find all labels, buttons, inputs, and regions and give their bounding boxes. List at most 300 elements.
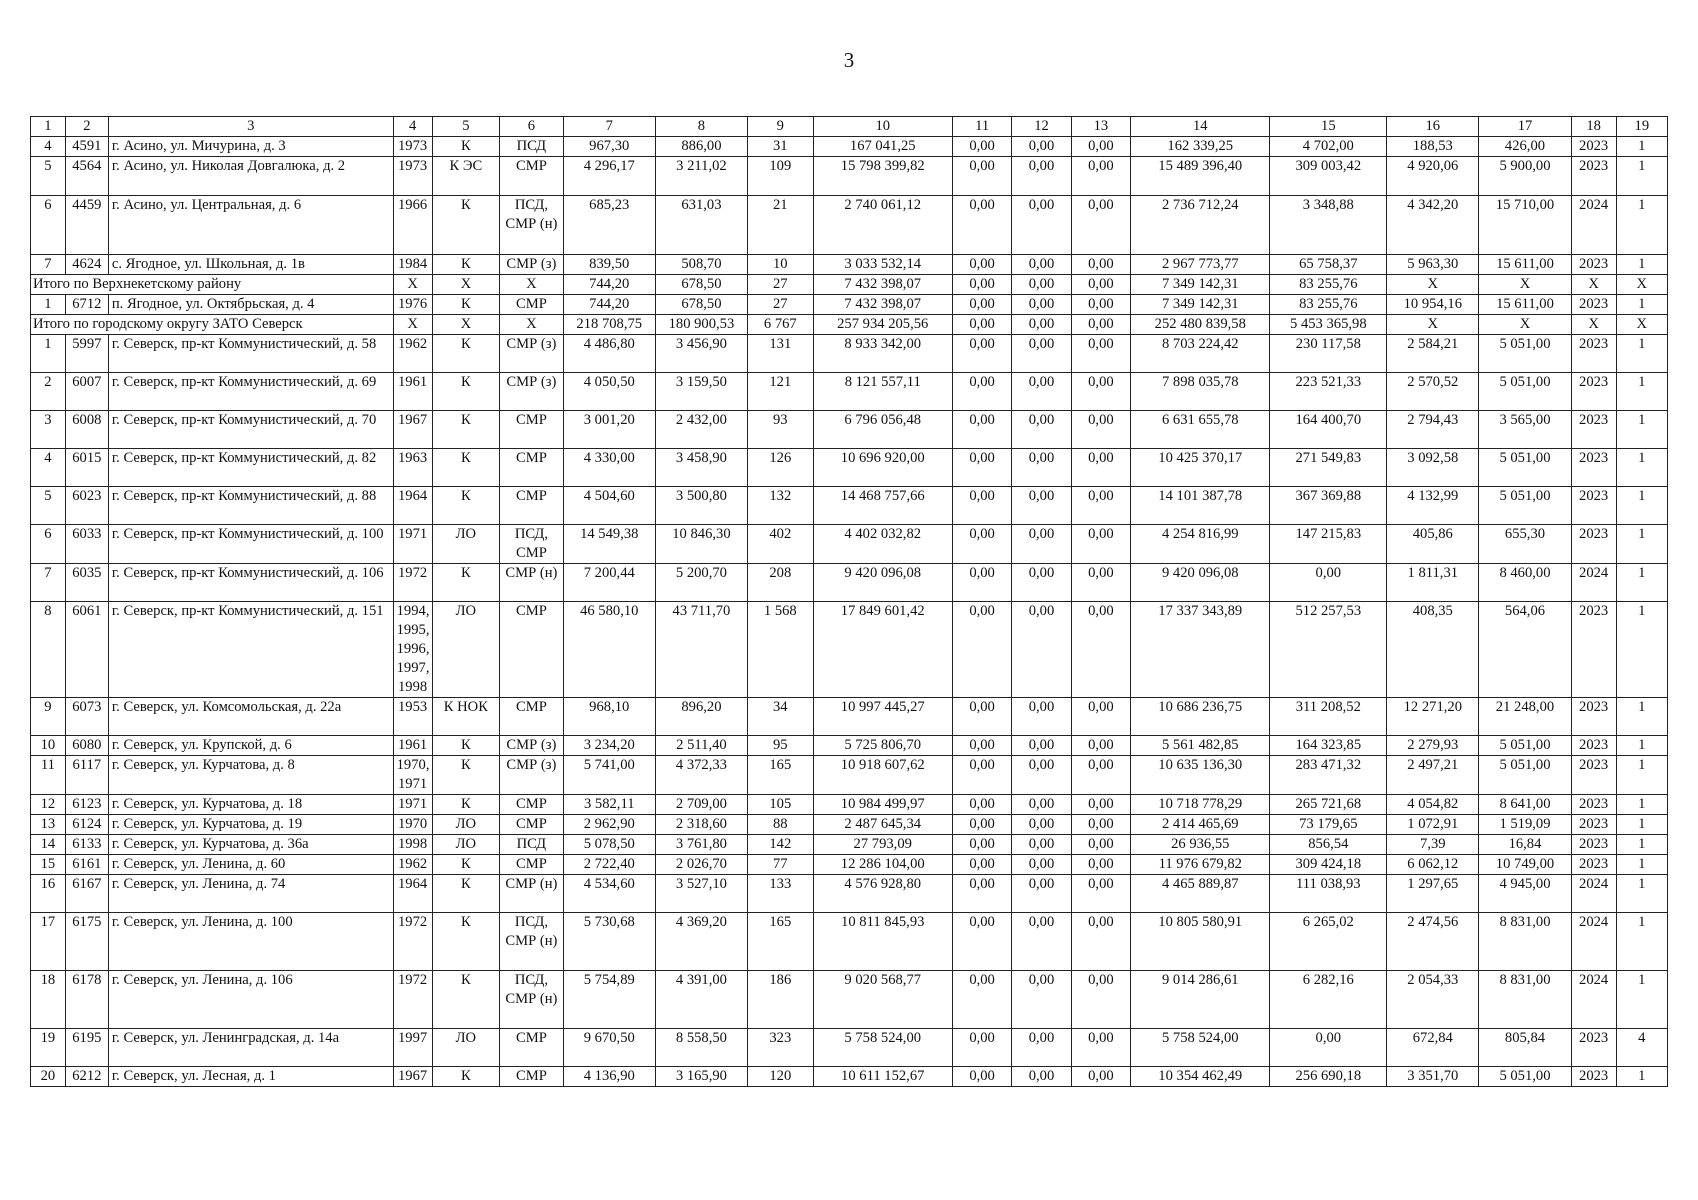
table-cell: 3 033 532,14 — [813, 255, 952, 275]
table-cell: 1 568 — [748, 602, 814, 698]
table-cell: 3 351,70 — [1387, 1067, 1479, 1087]
table-cell: 3 500,80 — [655, 487, 747, 525]
table-cell: 27 — [748, 295, 814, 315]
table-cell: 46 580,10 — [563, 602, 655, 698]
table-cell: ЛО — [432, 815, 500, 835]
table-cell: 0,00 — [952, 335, 1011, 373]
table-cell: 678,50 — [655, 275, 747, 295]
table-cell: 2 570,52 — [1387, 373, 1479, 411]
column-number-5: 5 — [432, 117, 500, 137]
table-cell: 5 051,00 — [1479, 736, 1571, 756]
table-cell: К — [432, 855, 500, 875]
table-cell: СМР (з) — [500, 335, 564, 373]
table-cell: СМР — [500, 795, 564, 815]
table-cell: 6195 — [65, 1029, 108, 1067]
table-cell: Х — [500, 275, 564, 295]
table-cell: 1 — [1616, 487, 1667, 525]
table-cell: 2023 — [1571, 255, 1616, 275]
table-cell: К — [432, 736, 500, 756]
table-cell: 0,00 — [1012, 756, 1071, 795]
table-cell: СМР (з) — [500, 736, 564, 756]
table-cell: 1 519,09 — [1479, 815, 1571, 835]
table-cell: 1964 — [393, 875, 432, 913]
table-cell: 6117 — [65, 756, 108, 795]
table-row — [31, 835, 1668, 855]
address-cell: г. Северск, ул. Комсомольская, д. 22а — [108, 698, 393, 736]
table-cell: 0,00 — [1012, 487, 1071, 525]
table-cell: 1961 — [393, 373, 432, 411]
table-cell: 10 749,00 — [1479, 855, 1571, 875]
address-cell: г. Северск, пр-кт Коммунистический, д. 151 — [108, 602, 393, 698]
table-cell: 4 391,00 — [655, 971, 747, 1029]
table-cell: 8 703 224,42 — [1131, 335, 1270, 373]
table-cell: 672,84 — [1387, 1029, 1479, 1067]
table-cell: 88 — [748, 815, 814, 835]
column-number-1: 1 — [31, 117, 66, 137]
table-cell: 257 934 205,56 — [813, 315, 952, 335]
table-cell: 2024 — [1571, 196, 1616, 255]
table-cell: 6212 — [65, 1067, 108, 1087]
table-cell: 1971 — [393, 795, 432, 815]
table-cell: 6133 — [65, 835, 108, 855]
table-cell: 9 014 286,61 — [1131, 971, 1270, 1029]
table-cell: СМР — [500, 1067, 564, 1087]
table-cell: 4 576 928,80 — [813, 875, 952, 913]
table-cell: 2023 — [1571, 756, 1616, 795]
table-cell: 27 793,09 — [813, 835, 952, 855]
table-cell: 6008 — [65, 411, 108, 449]
table-cell: 1 — [1616, 411, 1667, 449]
column-number-16: 16 — [1387, 117, 1479, 137]
table-cell: 1998 — [393, 835, 432, 855]
table-cell: 0,00 — [952, 1029, 1011, 1067]
address-cell: г. Северск, пр-кт Коммунистический, д. 70 — [108, 411, 393, 449]
table-cell: 17 849 601,42 — [813, 602, 952, 698]
table-cell: 5 051,00 — [1479, 449, 1571, 487]
column-number-19: 19 — [1616, 117, 1667, 137]
address-cell: г. Северск, пр-кт Коммунистический, д. 69 — [108, 373, 393, 411]
housing-register-table — [30, 116, 1668, 1087]
table-cell: 0,00 — [952, 255, 1011, 275]
table-cell: 1 — [1616, 855, 1667, 875]
table-cell: 0,00 — [1012, 275, 1071, 295]
table-cell: СМР — [500, 602, 564, 698]
table-cell: 0,00 — [1071, 815, 1130, 835]
table-cell: 17 337 343,89 — [1131, 602, 1270, 698]
table-cell: 95 — [748, 736, 814, 756]
table-cell: 34 — [748, 698, 814, 736]
table-cell: ПСД, СМР (н) — [500, 913, 564, 971]
table-cell: 1 — [1616, 756, 1667, 795]
table-cell: 6 — [31, 525, 66, 564]
table-cell: 805,84 — [1479, 1029, 1571, 1067]
table-cell: 12 271,20 — [1387, 698, 1479, 736]
table-cell: 402 — [748, 525, 814, 564]
table-cell: 0,00 — [952, 449, 1011, 487]
column-number-8: 8 — [655, 117, 747, 137]
table-cell: 967,30 — [563, 137, 655, 157]
table-cell: 1 — [1616, 1067, 1667, 1087]
table-cell: 0,00 — [1071, 157, 1130, 196]
table-cell: 1973 — [393, 137, 432, 157]
table-cell: 6033 — [65, 525, 108, 564]
table-cell: 3 092,58 — [1387, 449, 1479, 487]
table-cell: 1972 — [393, 913, 432, 971]
table-cell: 126 — [748, 449, 814, 487]
table-cell: 2 511,40 — [655, 736, 747, 756]
table-cell: 6073 — [65, 698, 108, 736]
table-cell: 1 297,65 — [1387, 875, 1479, 913]
table-total-row — [31, 315, 1668, 335]
table-cell: 1 — [1616, 373, 1667, 411]
table-cell: 0,00 — [952, 137, 1011, 157]
table-cell: 1 — [1616, 564, 1667, 602]
table-cell: ПСД — [500, 835, 564, 855]
table-cell: 10 984 499,97 — [813, 795, 952, 815]
table-cell: 2024 — [1571, 875, 1616, 913]
table-cell: 1964 — [393, 487, 432, 525]
table-cell: 11 — [31, 756, 66, 795]
table-cell: СМР — [500, 487, 564, 525]
table-cell: 0,00 — [1071, 137, 1130, 157]
table-cell: 744,20 — [563, 295, 655, 315]
table-cell: 15 — [31, 855, 66, 875]
table-cell: 0,00 — [1071, 795, 1130, 815]
table-cell: 0,00 — [1012, 913, 1071, 971]
table-cell: 4459 — [65, 196, 108, 255]
table-cell: 17 — [31, 913, 66, 971]
table-cell: 208 — [748, 564, 814, 602]
table-cell: 6712 — [65, 295, 108, 315]
table-cell: 5 730,68 — [563, 913, 655, 971]
table-cell: 105 — [748, 795, 814, 815]
column-number-14: 14 — [1131, 117, 1270, 137]
table-cell: 2 722,40 — [563, 855, 655, 875]
table-cell: 0,00 — [1012, 971, 1071, 1029]
table-cell: 2 962,90 — [563, 815, 655, 835]
table-cell: 1 072,91 — [1387, 815, 1479, 835]
table-cell: 896,20 — [655, 698, 747, 736]
table-cell: 0,00 — [1012, 1067, 1071, 1087]
table-cell: 12 — [31, 795, 66, 815]
table-cell: 3 234,20 — [563, 736, 655, 756]
table-row — [31, 157, 1668, 196]
table-cell: 9 670,50 — [563, 1029, 655, 1067]
table-cell: 21 248,00 — [1479, 698, 1571, 736]
table-cell: СМР — [500, 449, 564, 487]
table-row — [31, 1067, 1668, 1087]
table-cell: 6 265,02 — [1270, 913, 1387, 971]
table-cell: 31 — [748, 137, 814, 157]
table-cell: 142 — [748, 835, 814, 855]
table-cell: 0,00 — [1071, 971, 1130, 1029]
address-cell: г. Северск, ул. Курчатова, д. 8 — [108, 756, 393, 795]
table-cell: 685,23 — [563, 196, 655, 255]
table-cell: 2 432,00 — [655, 411, 747, 449]
table-row — [31, 335, 1668, 373]
table-row — [31, 449, 1668, 487]
table-cell: 3 211,02 — [655, 157, 747, 196]
table-cell: 7 432 398,07 — [813, 275, 952, 295]
table-row — [31, 698, 1668, 736]
table-row — [31, 736, 1668, 756]
address-cell: г. Северск, ул. Ленина, д. 106 — [108, 971, 393, 1029]
column-number-2: 2 — [65, 117, 108, 137]
table-cell: К НОК — [432, 698, 500, 736]
table-cell: 655,30 — [1479, 525, 1571, 564]
table-cell: 0,00 — [1071, 295, 1130, 315]
table-cell: 8 460,00 — [1479, 564, 1571, 602]
address-cell: г. Северск, ул. Курчатова, д. 36а — [108, 835, 393, 855]
table-cell: 7 349 142,31 — [1131, 295, 1270, 315]
table-cell: 2 794,43 — [1387, 411, 1479, 449]
table-cell: 6023 — [65, 487, 108, 525]
table-cell: К — [432, 913, 500, 971]
table-cell: 5 — [31, 157, 66, 196]
table-cell: 9 — [31, 698, 66, 736]
table-cell: 9 420 096,08 — [813, 564, 952, 602]
table-cell: 2 279,93 — [1387, 736, 1479, 756]
table-cell: 0,00 — [1012, 855, 1071, 875]
table-cell: 1 — [31, 295, 66, 315]
table-cell: 1976 — [393, 295, 432, 315]
table-cell: К — [432, 137, 500, 157]
table-cell: 311 208,52 — [1270, 698, 1387, 736]
table-cell: 10 918 607,62 — [813, 756, 952, 795]
table-cell: СМР — [500, 1029, 564, 1067]
table-cell: 15 710,00 — [1479, 196, 1571, 255]
table-cell: 0,00 — [952, 756, 1011, 795]
table-cell: 968,10 — [563, 698, 655, 736]
table-cell: Х — [1571, 275, 1616, 295]
table-cell: 265 721,68 — [1270, 795, 1387, 815]
table-cell: 3 001,20 — [563, 411, 655, 449]
table-cell: 512 257,53 — [1270, 602, 1387, 698]
table-cell: 1 — [1616, 335, 1667, 373]
table-cell: 10 805 580,91 — [1131, 913, 1270, 971]
table-cell: 180 900,53 — [655, 315, 747, 335]
table-cell: 0,00 — [952, 1067, 1011, 1087]
table-cell: СМР (з) — [500, 756, 564, 795]
table-cell: 10 425 370,17 — [1131, 449, 1270, 487]
table-cell: 8 831,00 — [1479, 913, 1571, 971]
table-cell: 0,00 — [952, 875, 1011, 913]
table-cell: 0,00 — [1071, 1029, 1130, 1067]
table-cell: СМР (н) — [500, 564, 564, 602]
table-cell: 6175 — [65, 913, 108, 971]
table-cell: 0,00 — [952, 157, 1011, 196]
table-cell: 164 400,70 — [1270, 411, 1387, 449]
table-row — [31, 137, 1668, 157]
table-cell: 15 798 399,82 — [813, 157, 952, 196]
table-cell: 1994, 1995, 1996, 1997, 1998 — [393, 602, 432, 698]
column-number-7: 7 — [563, 117, 655, 137]
table-cell: 0,00 — [952, 275, 1011, 295]
table-cell: 0,00 — [1012, 411, 1071, 449]
table-cell: 4 054,82 — [1387, 795, 1479, 815]
table-cell: 1967 — [393, 411, 432, 449]
table-cell: 0,00 — [1012, 335, 1071, 373]
table-cell: 3 159,50 — [655, 373, 747, 411]
table-cell: 10 997 445,27 — [813, 698, 952, 736]
table-row — [31, 913, 1668, 971]
table-cell: 1 — [1616, 698, 1667, 736]
table-cell: 309 003,42 — [1270, 157, 1387, 196]
table-cell: 14 — [31, 835, 66, 855]
table-row — [31, 855, 1668, 875]
table-cell: 26 936,55 — [1131, 835, 1270, 855]
table-cell: 0,00 — [1071, 449, 1130, 487]
table-cell: К — [432, 1067, 500, 1087]
table-cell: 5 758 524,00 — [1131, 1029, 1270, 1067]
table-cell: 188,53 — [1387, 137, 1479, 157]
table-cell: 7 — [31, 564, 66, 602]
table-cell: 120 — [748, 1067, 814, 1087]
column-number-13: 13 — [1071, 117, 1130, 137]
table-cell: 1 — [1616, 449, 1667, 487]
table-cell: К — [432, 756, 500, 795]
table-cell: 0,00 — [952, 913, 1011, 971]
table-cell: 10 354 462,49 — [1131, 1067, 1270, 1087]
table-cell: 2024 — [1571, 564, 1616, 602]
table-cell: 3 582,11 — [563, 795, 655, 815]
table-cell: К — [432, 875, 500, 913]
table-cell: 10 954,16 — [1387, 295, 1479, 315]
table-cell: К — [432, 411, 500, 449]
table-cell: К — [432, 564, 500, 602]
table-cell: 5 — [31, 487, 66, 525]
table-cell: 6 282,16 — [1270, 971, 1387, 1029]
table-row — [31, 295, 1668, 315]
table-row — [31, 411, 1668, 449]
table-cell: 2 026,70 — [655, 855, 747, 875]
address-cell: г. Северск, ул. Курчатова, д. 18 — [108, 795, 393, 815]
table-cell: 744,20 — [563, 275, 655, 295]
table-cell: 7 200,44 — [563, 564, 655, 602]
table-cell: 0,00 — [952, 525, 1011, 564]
column-number-9: 9 — [748, 117, 814, 137]
table-cell: 0,00 — [1071, 196, 1130, 255]
table-cell: 0,00 — [1071, 373, 1130, 411]
table-header-row — [31, 117, 1668, 137]
table-cell: 5 963,30 — [1387, 255, 1479, 275]
column-number-10: 10 — [813, 117, 952, 137]
table-cell: 6 796 056,48 — [813, 411, 952, 449]
table-cell: 564,06 — [1479, 602, 1571, 698]
table-cell: 1961 — [393, 736, 432, 756]
table-cell: 77 — [748, 855, 814, 875]
table-cell: ПСД, СМР — [500, 525, 564, 564]
table-cell: СМР (з) — [500, 255, 564, 275]
table-cell: 43 711,70 — [655, 602, 747, 698]
table-cell: 6123 — [65, 795, 108, 815]
table-cell: 4 050,50 — [563, 373, 655, 411]
table-cell: 0,00 — [1012, 525, 1071, 564]
table-cell: 678,50 — [655, 295, 747, 315]
table-row — [31, 795, 1668, 815]
table-cell: 10 — [31, 736, 66, 756]
table-cell: 2023 — [1571, 795, 1616, 815]
table-cell: 2023 — [1571, 835, 1616, 855]
table-cell: 147 215,83 — [1270, 525, 1387, 564]
table-cell: 886,00 — [655, 137, 747, 157]
table-cell: 1962 — [393, 855, 432, 875]
table-cell: 5 453 365,98 — [1270, 315, 1387, 335]
table-cell: 20 — [31, 1067, 66, 1087]
table-cell: 2023 — [1571, 449, 1616, 487]
table-cell: 0,00 — [1071, 875, 1130, 913]
table-cell: 5 725 806,70 — [813, 736, 952, 756]
table-cell: 856,54 — [1270, 835, 1387, 855]
table-cell: 2024 — [1571, 913, 1616, 971]
table-cell: 1 — [1616, 137, 1667, 157]
table-cell: 10 718 778,29 — [1131, 795, 1270, 815]
table-cell: 162 339,25 — [1131, 137, 1270, 157]
table-cell: 8 933 342,00 — [813, 335, 952, 373]
table-row — [31, 255, 1668, 275]
table-cell: 19 — [31, 1029, 66, 1067]
table-cell: 218 708,75 — [563, 315, 655, 335]
address-cell: г. Северск, пр-кт Коммунистический, д. 82 — [108, 449, 393, 487]
table-cell: Х — [432, 275, 500, 295]
table-cell: 405,86 — [1387, 525, 1479, 564]
table-cell: 0,00 — [1012, 449, 1071, 487]
table-row — [31, 815, 1668, 835]
address-cell: г. Северск, ул. Ленинградская, д. 14а — [108, 1029, 393, 1067]
table-cell: 1 — [1616, 525, 1667, 564]
table-cell: 4 132,99 — [1387, 487, 1479, 525]
table-cell: 283 471,32 — [1270, 756, 1387, 795]
address-cell: с. Ягодное, ул. Школьная, д. 1в — [108, 255, 393, 275]
table-cell: 0,00 — [1012, 795, 1071, 815]
table-cell: 0,00 — [1071, 564, 1130, 602]
table-cell: 7 432 398,07 — [813, 295, 952, 315]
table-cell: 2023 — [1571, 855, 1616, 875]
table-cell: 10 — [748, 255, 814, 275]
table-cell: 0,00 — [952, 855, 1011, 875]
table-cell: СМР (н) — [500, 875, 564, 913]
table-cell: 1 — [1616, 602, 1667, 698]
table-cell: 2 318,60 — [655, 815, 747, 835]
table-cell: 5 561 482,85 — [1131, 736, 1270, 756]
table-cell: 2023 — [1571, 1029, 1616, 1067]
table-cell: 21 — [748, 196, 814, 255]
table-cell: 0,00 — [1071, 487, 1130, 525]
table-cell: 5 051,00 — [1479, 756, 1571, 795]
table-cell: 4 — [31, 137, 66, 157]
table-cell: 1 — [1616, 255, 1667, 275]
table-cell: 2 487 645,34 — [813, 815, 952, 835]
table-cell: 83 255,76 — [1270, 295, 1387, 315]
table-cell: 631,03 — [655, 196, 747, 255]
table-cell: 16,84 — [1479, 835, 1571, 855]
table-cell: 0,00 — [1012, 1029, 1071, 1067]
table-cell: 0,00 — [952, 795, 1011, 815]
table-cell: 4 702,00 — [1270, 137, 1387, 157]
table-cell: 0,00 — [1012, 835, 1071, 855]
address-cell: г. Северск, ул. Ленина, д. 60 — [108, 855, 393, 875]
table-cell: 2 967 773,77 — [1131, 255, 1270, 275]
table-cell: 3 165,90 — [655, 1067, 747, 1087]
table-cell: 1972 — [393, 971, 432, 1029]
table-cell: 4 945,00 — [1479, 875, 1571, 913]
column-number-18: 18 — [1571, 117, 1616, 137]
table-cell: 0,00 — [952, 295, 1011, 315]
address-cell: г. Северск, пр-кт Коммунистический, д. 100 — [108, 525, 393, 564]
table-cell: 0,00 — [1071, 736, 1130, 756]
table-cell: Х — [1387, 315, 1479, 335]
table-cell: 6161 — [65, 855, 108, 875]
